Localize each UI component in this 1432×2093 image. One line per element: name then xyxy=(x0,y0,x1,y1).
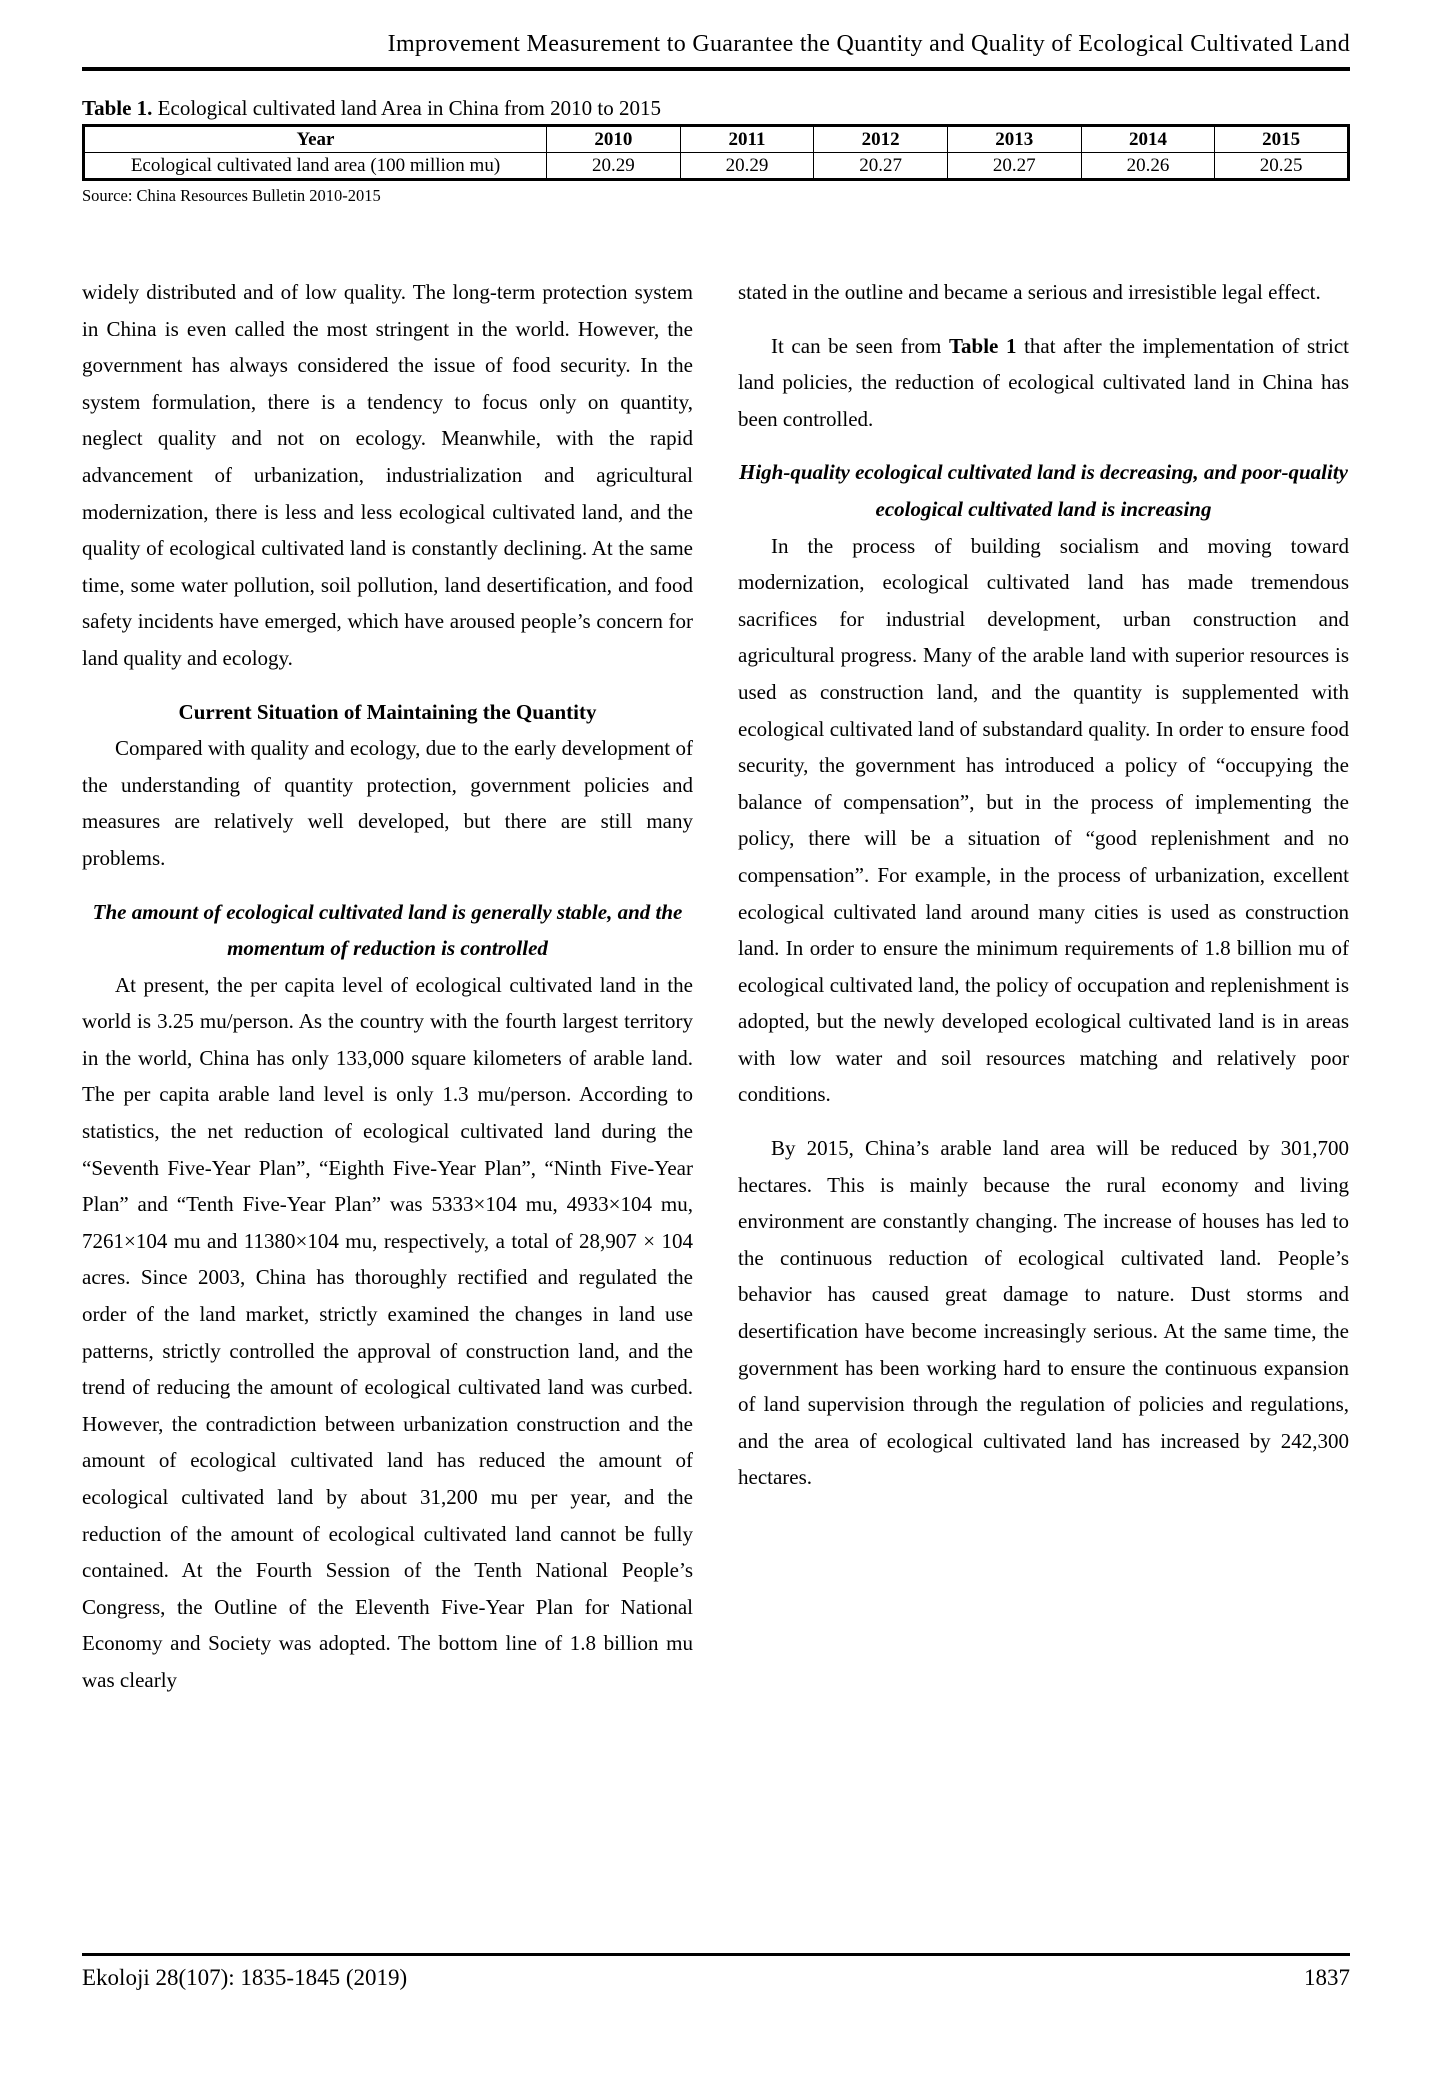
table-row xyxy=(84,153,1349,180)
text-run: High-quality ecological cultivated land is decreasing, and poor-quality ecological cultivated land is increasing xyxy=(739,460,1348,521)
body-paragraph xyxy=(738,528,1349,1114)
journal-info: Ekoloji 28(107): 1835-1845 (2019) xyxy=(82,1965,408,1990)
row-label: Ecological cultivated land area (100 million mu) xyxy=(84,153,547,180)
text-run: At present, the per capita level of ecological cultivated land in the world is 3.25 mu/person. As the country with the fourth largest territory in the world, China has only 133,000 square kilometers of arable land. The per capita arable land level is only 1.3 mu/person. According to statistics, the net reduction of ecological cultivated land during the “Seventh Five-Year Plan”, “Eighth Five-Year Plan”, “Ninth Five-Year Plan” and “Tenth Five-Year Plan” was 5333×104 mu, 4933×104 mu, 7261×104 mu and 11380×104 mu, respectively, a total of 28,907 × 104 acres. Since 2003, China has thoroughly rectified and regulated the order of the land market, strictly examined the changes in land use patterns, strictly controlled the approval of construction land, and the trend of reducing the amount of ecological cultivated land was curbed. However, the contradiction between urbanization construction and the amount of ecological cultivated land has reduced the amount of ecological cultivated land by about 31,200 mu per year, and the reduction of the amount of ecological cultivated land cannot be fully contained. At the Fourth Session of the Tenth National People’s Congress, the Outline of the Eleventh Five-Year Plan for National Economy and Society was adopted. The bottom line of 1.8 billion mu was clearly xyxy=(82,972,693,1692)
col-header-year: Year xyxy=(84,126,547,153)
running-head: Improvement Measurement to Guarantee the Quantity and Quality of Ecological Cultivated Land xyxy=(82,30,1350,71)
text-run: It can be seen from xyxy=(771,333,949,358)
data-table xyxy=(82,124,1350,181)
body-paragraph xyxy=(738,274,1349,311)
text-run: Compared with quality and ecology, due to the early development of the understanding of quantity protection, government policies and measures are relatively well developed, but there are still many problems. xyxy=(82,736,693,870)
col-header-2012: 2012 xyxy=(814,126,948,153)
text-run: In the process of building socialism and moving toward modernization, ecological cultivated land has made tremendous sacrifices for industrial development, urban construction and agricultural progress. Many of the arable land with superior resources is used as construction land, and the quantity is supplemented with ecological cultivated land of substandard quality. In order to ensure food security, the government has introduced a policy of “occupying the balance of compensation”, but in the process of implementing the policy, there will be a situation of “good replenishment and no compensation”. For example, in the process of urbanization, excellent ecological cultivated land around many cities is used as construction land. In order to ensure the minimum requirements of 1.8 billion mu of ecological cultivated land, the policy of occupation and replenishment is adopted, but the newly developed ecological cultivated land is in areas with low water and soil resources matching and relatively poor conditions. xyxy=(738,533,1349,1107)
left-column xyxy=(82,274,693,1962)
text-run: By 2015, China’s arable land area will be reduced by 301,700 hectares. This is mainly because the rural economy and living environment are constantly changing. The increase of houses has led to the continuous reduction of ecological cultivated land. People’s behavior has caused great damage to nature. Dust storms and desertification have become increasingly serious. At the same time, the government has been working hard to ensure the continuous expansion of land supervision through the regulation of policies and regulations, and the area of ecological cultivated land has increased by 242,300 hectares. xyxy=(738,1136,1349,1490)
section-heading xyxy=(738,454,1349,527)
table-cell: 20.25 xyxy=(1215,153,1349,180)
table-cell: 20.29 xyxy=(680,153,814,180)
section-heading xyxy=(82,894,693,967)
table-caption-label: Table 1. xyxy=(82,96,153,120)
table-cell: 20.26 xyxy=(1081,153,1215,180)
table-cell: 20.29 xyxy=(547,153,681,180)
text-run: that after the implementation of strict land policies, the reduction of ecological cultivated land in China has been controlled. xyxy=(738,333,1349,431)
col-header-2015: 2015 xyxy=(1215,126,1349,153)
table-caption xyxy=(82,95,1350,121)
table-block xyxy=(82,95,1350,206)
col-header-2013: 2013 xyxy=(947,126,1081,153)
table-caption-text: Ecological cultivated land Area in China from 2010 to 2015 xyxy=(152,96,661,120)
page-footer xyxy=(82,1953,1350,1992)
text-run: stated in the outline and became a serious and irresistible legal effect. xyxy=(738,280,1321,304)
body-paragraph xyxy=(738,328,1349,438)
body-columns xyxy=(82,274,1350,1962)
body-paragraph xyxy=(738,1130,1349,1496)
col-header-2010: 2010 xyxy=(547,126,681,153)
table-cell: 20.27 xyxy=(814,153,948,180)
body-paragraph xyxy=(82,274,693,677)
text-run: Current Situation of Maintaining the Quantity xyxy=(178,699,597,724)
right-column xyxy=(738,274,1349,1962)
paper-page xyxy=(82,0,1350,2093)
body-paragraph xyxy=(82,730,693,876)
body-paragraph xyxy=(82,967,693,1699)
table-cell: 20.27 xyxy=(947,153,1081,180)
bold-text-run: Table 1 xyxy=(948,333,1017,358)
table-source: Source: China Resources Bulletin 2010-2015 xyxy=(82,186,381,205)
text-run: widely distributed and of low quality. The long-term protection system in China is even called the most stringent in the world. However, the government has always considered the issue of food security. In the system formulation, there is a tendency to focus only on quantity, neglect quality and not on ecology. Meanwhile, with the rapid advancement of urbanization, industrialization and agricultural modernization, there is less and less ecological cultivated land, and the quality of ecological cultivated land is constantly declining. At the same time, some water pollution, soil pollution, land desertification, and food safety incidents have emerged, which have aroused people’s concern for land quality and ecology. xyxy=(82,280,693,670)
section-heading xyxy=(82,694,693,731)
table-header-row xyxy=(84,126,1349,153)
col-header-2011: 2011 xyxy=(680,126,814,153)
page-number: 1837 xyxy=(1304,1965,1350,1990)
text-run: The amount of ecological cultivated land is generally stable, and the momentum of reduction is controlled xyxy=(92,899,683,961)
col-header-2014: 2014 xyxy=(1081,126,1215,153)
